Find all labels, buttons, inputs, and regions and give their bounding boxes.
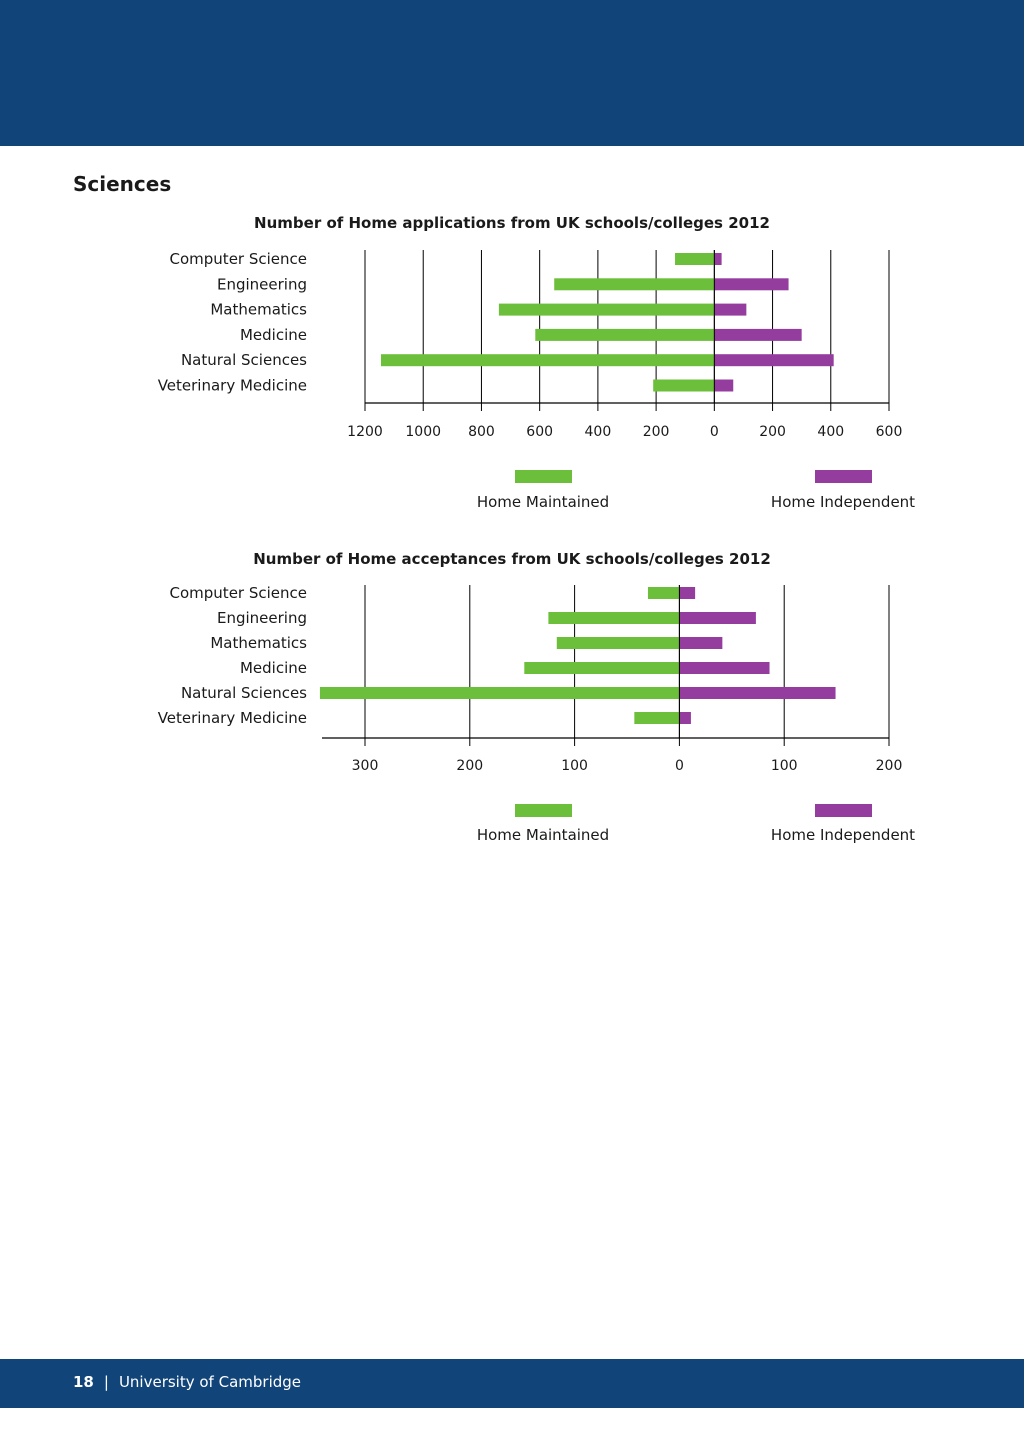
bar-home-independent [714, 278, 788, 290]
tick-label: 400 [817, 424, 845, 440]
tick-label: 400 [584, 424, 612, 440]
tick-label: 600 [875, 424, 903, 440]
bar-home-independent [679, 637, 722, 649]
legend-home-maintained-label: Home Maintained [476, 493, 610, 511]
category-label: Computer Science [169, 250, 307, 268]
footer [0, 1359, 1024, 1408]
acceptances-chart [0, 540, 1024, 860]
bar-home-maintained [320, 687, 679, 699]
category-label: Veterinary Medicine [157, 376, 307, 395]
tick-label: 200 [875, 758, 903, 774]
legend-home-independent-label: Home Independent [770, 826, 916, 844]
bar-home-maintained [554, 278, 714, 290]
category-label: Computer Science [169, 584, 307, 602]
tick-label: 300 [351, 758, 379, 774]
legend-home-maintained-swatch [515, 804, 572, 817]
bar-home-maintained [675, 253, 714, 265]
footer-separator: | [103, 1373, 109, 1391]
category-label: Veterinary Medicine [157, 709, 307, 727]
tick-label: 100 [561, 758, 588, 774]
tick-label: 1200 [347, 424, 383, 440]
header-band [0, 0, 1024, 146]
applications-chart [0, 200, 1024, 520]
bar-home-maintained [557, 637, 680, 649]
section-title: Sciences [73, 172, 172, 196]
tick-label: 0 [709, 424, 719, 440]
bar-home-maintained [648, 587, 679, 599]
bar-home-independent [679, 587, 695, 599]
bar-home-independent [714, 253, 721, 265]
category-label: Mathematics [210, 634, 307, 652]
category-label: Medicine [239, 325, 307, 344]
category-label: Engineering [217, 275, 307, 294]
bar-home-independent [714, 354, 833, 366]
legend-home-independent-label: Home Independent [770, 493, 916, 511]
category-label: Engineering [217, 609, 307, 627]
legend-home-independent-swatch [815, 804, 872, 817]
bar-home-independent [679, 662, 769, 674]
legend-home-maintained-swatch [515, 470, 572, 483]
category-label: Natural Sciences [180, 351, 307, 370]
page-number: 18 [73, 1373, 94, 1391]
bar-home-independent [714, 380, 733, 392]
tick-label: 200 [759, 424, 786, 440]
bar-home-independent [679, 687, 835, 699]
bar-home-independent [714, 304, 746, 316]
tick-label: 100 [770, 758, 798, 774]
tick-label: 1000 [405, 424, 442, 440]
tick-label: 600 [526, 424, 554, 440]
bar-home-maintained [535, 329, 714, 341]
tick-label: 0 [674, 758, 684, 774]
bar-home-maintained [548, 612, 679, 624]
bar-home-maintained [524, 662, 679, 674]
bar-home-maintained [381, 354, 714, 366]
category-label: Medicine [239, 659, 307, 677]
bar-home-maintained [499, 304, 714, 316]
chart-title: Number of Home acceptances from UK schools/colleges 2012 [253, 550, 771, 568]
tick-label: 800 [468, 424, 495, 440]
bar-home-maintained [634, 712, 679, 724]
legend-home-independent-swatch [815, 470, 872, 483]
bar-home-independent [679, 612, 756, 624]
footer-publisher: University of Cambridge [118, 1373, 302, 1391]
bar-home-maintained [653, 380, 714, 392]
bar-home-independent [679, 712, 691, 724]
category-label: Mathematics [210, 300, 307, 319]
tick-label: 200 [456, 758, 484, 774]
legend-home-maintained-label: Home Maintained [476, 826, 610, 844]
chart-title: Number of Home applications from UK schools/colleges 2012 [254, 214, 770, 232]
bar-home-independent [714, 329, 801, 341]
tick-label: 200 [642, 424, 670, 440]
category-label: Natural Sciences [180, 684, 307, 702]
